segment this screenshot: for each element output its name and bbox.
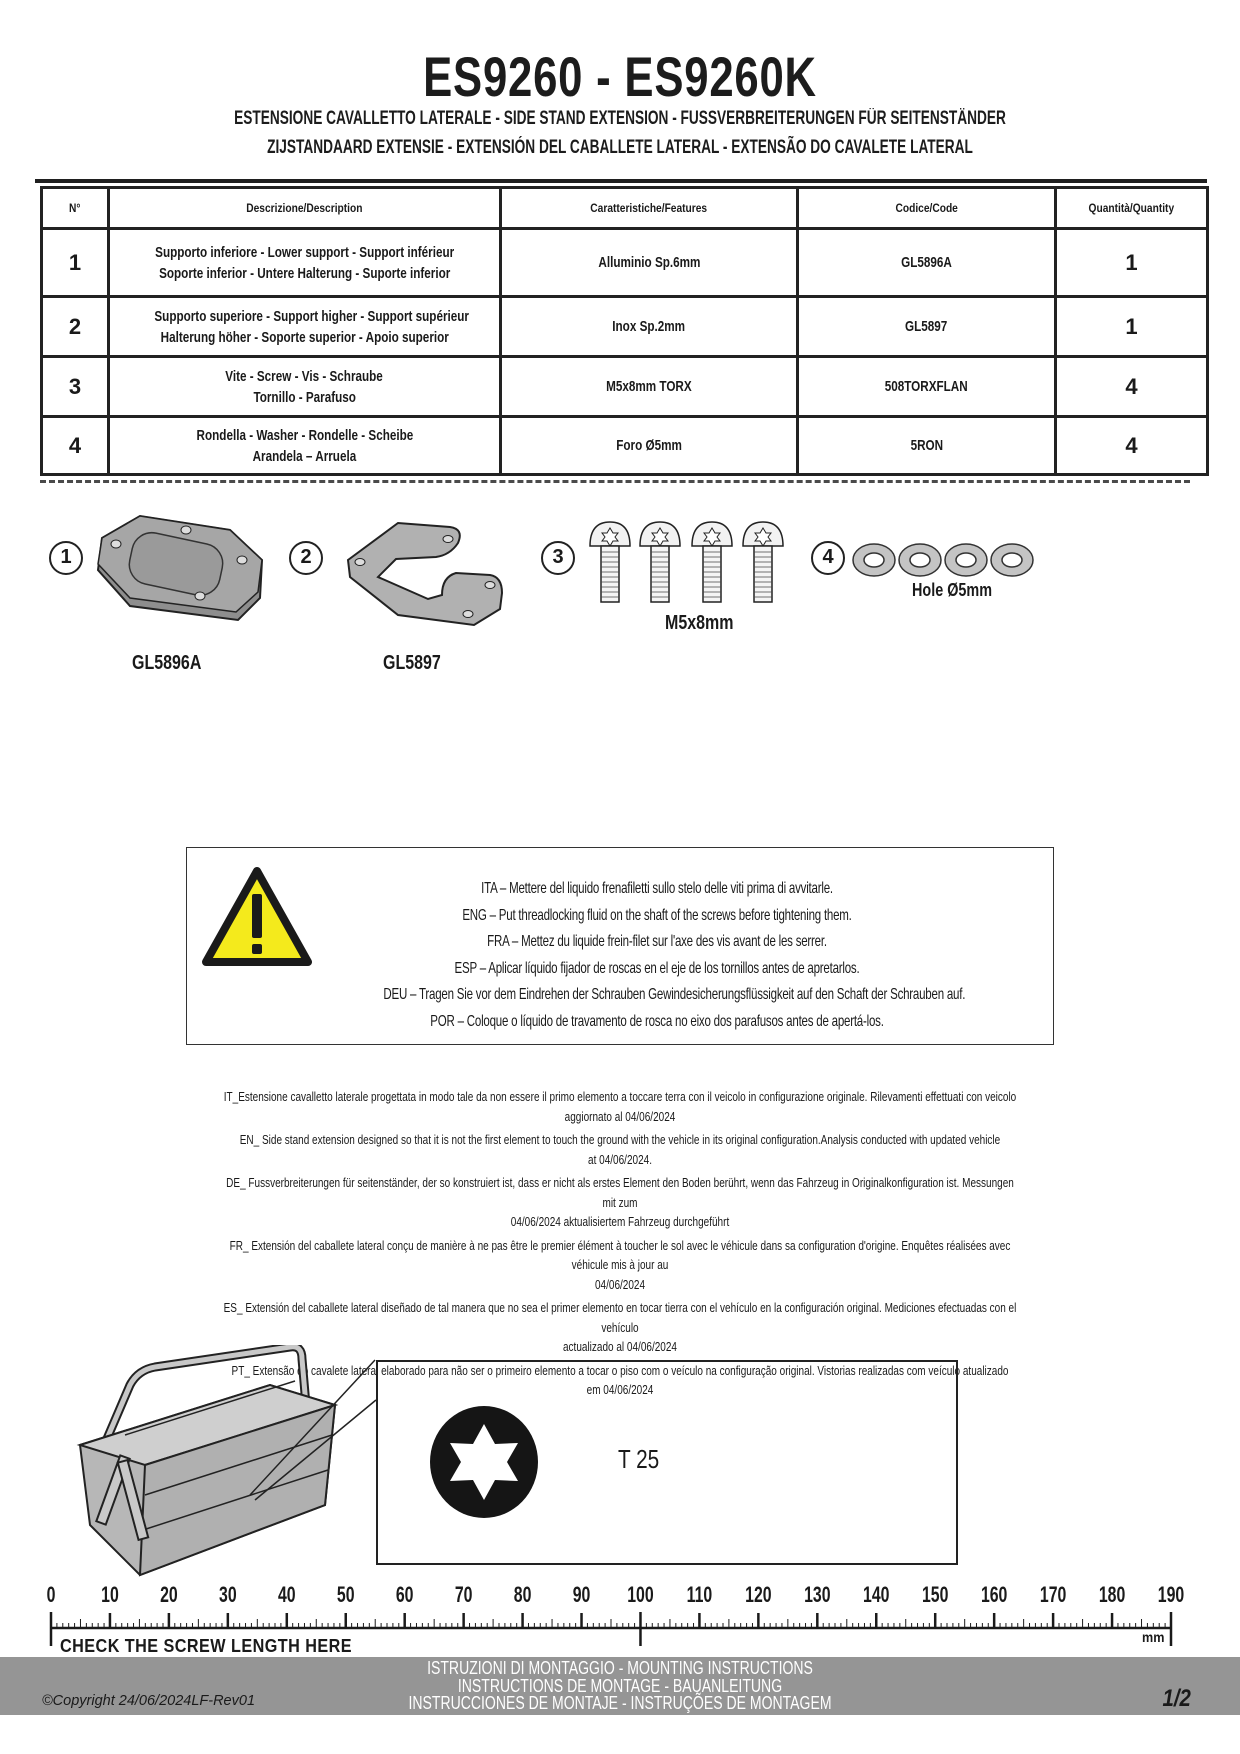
ruler-tick-label: 110: [686, 1583, 713, 1608]
warning-line-esp: ESP – Aplicar líquido fijador de roscas en el eje de los tornillos antes de apretarlos.: [454, 959, 860, 977]
note-pt-line2: em 04/06/2024: [586, 1383, 654, 1397]
cell-quantity: 4: [1056, 357, 1208, 417]
torx-star-icon: [428, 1404, 540, 1520]
footer-title-line1: ISTRUZIONI DI MONTAGGIO - MOUNTING INSTRUCTIONS: [427, 1658, 813, 1678]
washers-icon: [852, 540, 1042, 580]
callout-3: 3: [541, 541, 575, 575]
part2-code-label: GL5897: [383, 652, 441, 674]
ruler-tick-label: 160: [980, 1583, 1008, 1608]
ruler-tick-label: 20: [160, 1583, 178, 1608]
ruler-tick-label: 90: [572, 1583, 591, 1608]
page-number: 1/2: [1162, 1685, 1191, 1712]
part3-size-label: M5x8mm: [665, 612, 734, 634]
parts-table: [40, 186, 1209, 476]
cell-number: 2: [42, 297, 109, 357]
cell-quantity: 1: [1056, 229, 1208, 297]
note-fr-line2: 04/06/2024: [594, 1277, 646, 1292]
cell-code: 508TORXFLAN: [798, 357, 1056, 417]
table-row: [42, 297, 1208, 357]
cell-quantity: 1: [1056, 297, 1208, 357]
note-it-line2: aggiornato al 04/06/2024: [564, 1109, 676, 1124]
note-it-line1: IT_Estensione cavalletto laterale progettata in modo tale da non essere il primo elemento a toccare terra con il veicolo in configurazione originale. Rilevamenti effettuati con veicolo: [223, 1090, 1017, 1104]
header-description: Descrizione/Description: [109, 188, 501, 229]
cell-code: GL5896A: [798, 229, 1056, 297]
warning-line-eng: ENG – Put threadlocking fluid on the shaft of the screws before tightening them.: [462, 906, 852, 924]
ruler-tick-label: 80: [513, 1583, 532, 1608]
note-de-line1: DE_ Fussverbreiterungen für seitenständer, der so konstruiert ist, dass er nicht als erstes Element den Boden berührt, wenn das Fahrzeug in Originalkonfiguration ist. Messungen mit zum: [226, 1176, 1014, 1210]
table-row: [42, 357, 1208, 417]
ruler-tick-label: 130: [804, 1583, 831, 1608]
torx-screws-icon: [586, 518, 786, 606]
callout-1: 1: [49, 541, 83, 575]
note-pt-line1: PT_ Extensão do cavalete lateral elaborado para não ser o primeiro elemento a tocar o piso com o veículo na configuração original. Vistorias realizadas com veículo atualizado: [231, 1363, 1009, 1378]
footer-copyright: ©Copyright 24/06/2024LF-Rev01: [42, 1693, 256, 1709]
header-number: N°: [42, 188, 109, 229]
ruler-tick-label: 150: [922, 1583, 949, 1608]
part4-hole-label: Hole Ø5mm: [912, 580, 993, 600]
note-de-line2: 04/06/2024 aktualisiertem Fahrzeug durchgeführt: [510, 1215, 730, 1229]
ruler-tick-label: 60: [395, 1583, 414, 1608]
cell-code: 5RON: [798, 417, 1056, 475]
ruler-tick-label: 180: [1098, 1583, 1126, 1608]
cell-number: 4: [42, 417, 109, 475]
ruler-unit-label: mm: [1142, 1629, 1165, 1645]
callout-4: 4: [811, 541, 845, 575]
ruler-caption: CHECK THE SCREW LENGTH HERE: [60, 1636, 353, 1656]
cell-features: Alluminio Sp.6mm: [501, 229, 798, 297]
subtitle-line-2: ZIJSTANDAARD EXTENSIE - EXTENSIÓN DEL CABALLETE LATERAL - EXTENSÃO DO CAVALETE LATERAL: [267, 137, 973, 158]
table-row: [42, 229, 1208, 297]
lower-support-plate-icon: [90, 508, 270, 628]
table-header-row: [42, 188, 1208, 229]
ruler-tick-label: 10: [101, 1583, 119, 1608]
ruler-tick-label: 120: [745, 1583, 772, 1608]
table-row: [42, 417, 1208, 475]
footer-title-line3: INSTRUCCIONES DE MONTAJE - INSTRUÇÕES DE MONTAGEM: [408, 1693, 832, 1713]
cell-description: Supporto inferiore - Lower support - Support inférieur Soporte inferior - Untere Halterung - Suporte inferior: [109, 229, 501, 297]
warning-line-deu: DEU – Tragen Sie vor dem Eindrehen der Schrauben Gewindesicherungsflüssigkeit auf den Schaft der Schrauben auf.: [383, 986, 966, 1003]
part1-code-label: GL5896A: [132, 652, 202, 674]
cell-code: GL5897: [798, 297, 1056, 357]
cell-features: M5x8mm TORX: [501, 357, 798, 417]
ruler-tick-label: 100: [627, 1583, 654, 1608]
ruler-tick-label: 170: [1039, 1583, 1067, 1608]
tool-requirement-box: [376, 1360, 958, 1565]
ruler-tick-label: 30: [219, 1583, 237, 1608]
header-code: Codice/Code: [798, 188, 1056, 229]
callout-2: 2: [289, 541, 323, 575]
cell-features: Inox Sp.2mm: [501, 297, 798, 357]
header-rule: [35, 179, 1207, 183]
cell-quantity: 4: [1056, 417, 1208, 475]
note-es-line1: ES_ Extensión del caballete lateral diseñado de tal manera que no sea el primer elemento en tocar tierra con el vehículo en la configuración original. Mediciones efectuadas con el vehículo: [223, 1301, 1017, 1335]
warning-line-por: POR – Coloque o líquido de travamento de rosca no eixo dos parafusos antes de apertá-los.: [430, 1012, 884, 1030]
cell-features: Foro Ø5mm: [501, 417, 798, 475]
footer-band: [0, 1657, 1240, 1715]
ruler-tick-label: 50: [336, 1583, 355, 1608]
subtitle-line-1: ESTENSIONE CAVALLETTO LATERALE - SIDE STAND EXTENSION - FUSSVERBREITERUNGEN FÜR SEITENSTÄNDER: [234, 108, 1006, 129]
note-fr-line1: FR_ Extensión del caballete lateral conçu de manière à ne pas être le premier élément à toucher le sol avec le véhicule dans sa configuration d'origine. Enquêtes réalisées avec véhicule mis à jour au: [229, 1238, 1011, 1272]
cell-number: 1: [42, 229, 109, 297]
ruler-tick-label: 40: [277, 1583, 296, 1608]
header-features: Caratteristiche/Features: [501, 188, 798, 229]
footer-title-line2: INSTRUCTIONS DE MONTAGE - BAUANLEITUNG: [457, 1675, 783, 1696]
torx-size-label: T 25: [618, 1444, 660, 1474]
header-quantity: Quantità/Quantity: [1056, 188, 1208, 229]
warning-line-fra: FRA – Mettez du liquide frein-filet sur l'axe des vis avant de les serrer.: [487, 933, 827, 950]
note-es-line2: actualizado al 04/06/2024: [563, 1340, 677, 1354]
cell-description: Supporto superiore - Support higher - Support supérieur Halterung höher - Soporte superior - Apoio superior: [109, 297, 501, 357]
document-title: ES9260 - ES9260K: [423, 45, 817, 108]
ruler-tick-label: 190: [1157, 1583, 1185, 1608]
note-en-line1: EN_ Side stand extension designed so that it is not the first element to touch the ground with the vehicle in its original configuration.Analysis conducted with updated vehicle: [239, 1133, 1001, 1147]
ruler-tick-label: 0: [46, 1583, 56, 1608]
cut-line-divider: [40, 480, 1190, 483]
warning-line-ita: ITA – Mettere del liquido frenafiletti sullo stelo delle viti prima di avvitarle.: [481, 880, 833, 897]
ruler-tick-label: 140: [863, 1583, 890, 1608]
upper-support-bracket-icon: [338, 515, 523, 630]
note-en-line2: at 04/06/2024.: [588, 1152, 652, 1167]
cell-number: 3: [42, 357, 109, 417]
ruler-tick-label: 70: [454, 1583, 473, 1608]
threadlock-warning-box: [186, 847, 1054, 1045]
cell-description: Rondella - Washer - Rondelle - Scheibe Arandela – Arruela: [109, 417, 501, 475]
toolbox-icon: [70, 1345, 380, 1585]
cell-description: Vite - Screw - Vis - Schraube Tornillo - Parafuso: [109, 357, 501, 417]
